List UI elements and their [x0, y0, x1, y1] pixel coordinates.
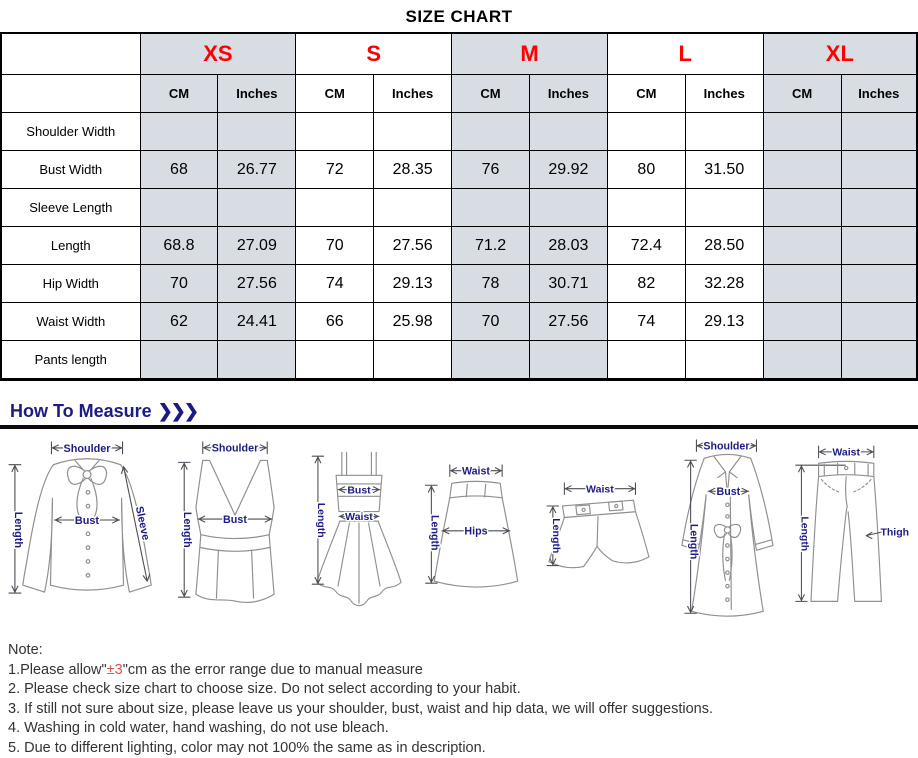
skirt-length-label: Length [428, 515, 440, 551]
value-cell [296, 113, 374, 151]
value-cell: 27.09 [218, 227, 296, 265]
value-cell: 26.77 [218, 151, 296, 189]
table-row [1, 265, 917, 303]
value-cell: 62 [140, 303, 218, 341]
value-cell [374, 189, 452, 227]
value-cell [218, 341, 296, 380]
pants-waist-label: Waist [832, 448, 860, 459]
shorts-length-label: Length [550, 518, 562, 553]
value-cell: 82 [607, 265, 685, 303]
value-cell: 74 [296, 265, 374, 303]
value-cell [529, 189, 607, 227]
table-row [1, 113, 917, 151]
value-cell [374, 341, 452, 380]
value-cell [140, 341, 218, 380]
value-cell: 27.56 [374, 227, 452, 265]
value-cell [218, 189, 296, 227]
size-header-s: S [296, 33, 452, 75]
note-line-4: 4. Washing in cold water, hand washing, do not use bleach. [8, 719, 918, 739]
value-cell [452, 113, 530, 151]
note-line-3: 3. If still not sure about size, please leave us your shoulder, bust, waist and hip data, we will offer suggestions. [8, 700, 918, 720]
notes-heading: Note: [8, 641, 918, 661]
value-cell [140, 189, 218, 227]
tank-top-measure-diagram [175, 437, 295, 605]
shorts-waist-label: Waist [586, 484, 614, 496]
dress-length-label: Length [315, 503, 327, 538]
blouse-measure-diagram [8, 437, 166, 601]
value-cell [607, 113, 685, 151]
value-cell [763, 113, 841, 151]
value-cell [841, 265, 917, 303]
value-cell: 25.98 [374, 303, 452, 341]
value-cell: 31.50 [685, 151, 763, 189]
corner-cell [1, 75, 140, 113]
tank-length-label: Length [182, 512, 194, 548]
value-cell: 29.13 [685, 303, 763, 341]
size-chart-title: SIZE CHART [0, 0, 918, 27]
unit-header-cell: Inches [374, 75, 452, 113]
value-cell: 74 [607, 303, 685, 341]
value-cell [140, 113, 218, 151]
value-cell [763, 227, 841, 265]
value-cell [763, 303, 841, 341]
value-cell: 70 [140, 265, 218, 303]
size-header-l: L [607, 33, 763, 75]
unit-header-cell: CM [763, 75, 841, 113]
value-cell: 76 [452, 151, 530, 189]
blouse-bust-label: Bust [75, 515, 100, 527]
error-range-value: ±3 [107, 662, 123, 678]
value-cell [841, 113, 917, 151]
tank-shoulder-label: Shoulder [212, 443, 259, 455]
size-chart-table [0, 32, 918, 381]
table-row [1, 303, 917, 341]
skirt-waist-label: Waist [462, 466, 490, 478]
triple-chevron-icon: ❯❯❯ [158, 401, 197, 421]
value-cell [529, 341, 607, 380]
value-cell [452, 189, 530, 227]
dress-bust-label: Bust [347, 484, 371, 496]
blouse-shoulder-label: Shoulder [63, 443, 111, 455]
tank-bust-label: Bust [223, 514, 247, 526]
table-row [1, 341, 917, 380]
table-row [1, 151, 917, 189]
value-cell: 27.56 [218, 265, 296, 303]
value-cell [218, 113, 296, 151]
value-cell: 28.35 [374, 151, 452, 189]
unit-header-row [1, 75, 917, 113]
value-cell: 29.92 [529, 151, 607, 189]
unit-header-cell: CM [140, 75, 218, 113]
value-cell: 70 [296, 227, 374, 265]
value-cell [607, 341, 685, 380]
pants-measure-diagram [790, 443, 910, 615]
unit-header-cell: CM [296, 75, 374, 113]
table-row [1, 189, 917, 227]
value-cell: 24.41 [218, 303, 296, 341]
blouse-sleeve-label: Sleeve [133, 505, 152, 541]
unit-header-cell: Inches [529, 75, 607, 113]
unit-header-cell: Inches [218, 75, 296, 113]
value-cell: 29.13 [374, 265, 452, 303]
blouse-length-label: Length [12, 512, 24, 548]
pants-length-label: Length [798, 516, 809, 551]
coat-length-label: Length [687, 524, 699, 559]
corner-cell [1, 33, 140, 75]
size-header-xl: XL [763, 33, 917, 75]
value-cell [685, 189, 763, 227]
note-line-1: 1.Please allow"±3"cm as the error range due to manual measure [8, 661, 918, 681]
measurement-row-label: Hip Width [1, 265, 140, 303]
value-cell: 72 [296, 151, 374, 189]
note-line-2: 2. Please check size chart to choose size. Do not select according to your habit. [8, 680, 918, 700]
value-cell [763, 341, 841, 380]
value-cell [452, 341, 530, 380]
value-cell [841, 341, 917, 380]
measurement-row-label: Waist Width [1, 303, 140, 341]
dress-waist-label: Waist [345, 511, 373, 523]
how-to-measure-diagrams [0, 429, 918, 635]
unit-header-cell: CM [452, 75, 530, 113]
value-cell: 66 [296, 303, 374, 341]
measurement-row-label: Sleeve Length [1, 189, 140, 227]
unit-header-cell: CM [607, 75, 685, 113]
value-cell [841, 227, 917, 265]
value-cell: 32.28 [685, 265, 763, 303]
value-cell [374, 113, 452, 151]
how-to-measure-heading: How To Measure ❯❯❯ [10, 401, 918, 422]
value-cell: 27.56 [529, 303, 607, 341]
unit-header-cell: Inches [685, 75, 763, 113]
size-header-xs: XS [140, 33, 296, 75]
value-cell [529, 113, 607, 151]
value-cell [763, 151, 841, 189]
measurement-row-label: Length [1, 227, 140, 265]
value-cell [296, 189, 374, 227]
value-cell: 28.50 [685, 227, 763, 265]
value-cell [763, 189, 841, 227]
value-cell [841, 189, 917, 227]
measurement-row-label: Pants length [1, 341, 140, 380]
skirt-measure-diagram [422, 461, 528, 589]
value-cell: 68 [140, 151, 218, 189]
note-line-5: 5. Due to different lighting, color may not 100% the same as in description. [8, 739, 918, 758]
trench-coat-measure-diagram [669, 437, 781, 621]
coat-shoulder-label: Shoulder [703, 441, 749, 453]
table-row [1, 227, 917, 265]
value-cell: 72.4 [607, 227, 685, 265]
size-header-row [1, 33, 917, 75]
value-cell: 68.8 [140, 227, 218, 265]
skirt-hips-label: Hips [464, 526, 487, 538]
value-cell: 71.2 [452, 227, 530, 265]
value-cell [685, 341, 763, 380]
value-cell: 28.03 [529, 227, 607, 265]
notes-section [0, 635, 918, 758]
coat-bust-label: Bust [716, 486, 740, 498]
value-cell [685, 113, 763, 151]
pants-thigh-label: Thigh [880, 528, 909, 539]
value-cell [607, 189, 685, 227]
value-cell: 70 [452, 303, 530, 341]
value-cell [841, 151, 917, 189]
measurement-row-label: Bust Width [1, 151, 140, 189]
value-cell: 78 [452, 265, 530, 303]
value-cell: 30.71 [529, 265, 607, 303]
value-cell [841, 303, 917, 341]
unit-header-cell: Inches [841, 75, 917, 113]
slip-dress-measure-diagram [305, 439, 413, 609]
value-cell [296, 341, 374, 380]
value-cell [763, 265, 841, 303]
value-cell: 80 [607, 151, 685, 189]
shorts-measure-diagram [537, 481, 659, 579]
measurement-row-label: Shoulder Width [1, 113, 140, 151]
size-header-m: M [452, 33, 608, 75]
